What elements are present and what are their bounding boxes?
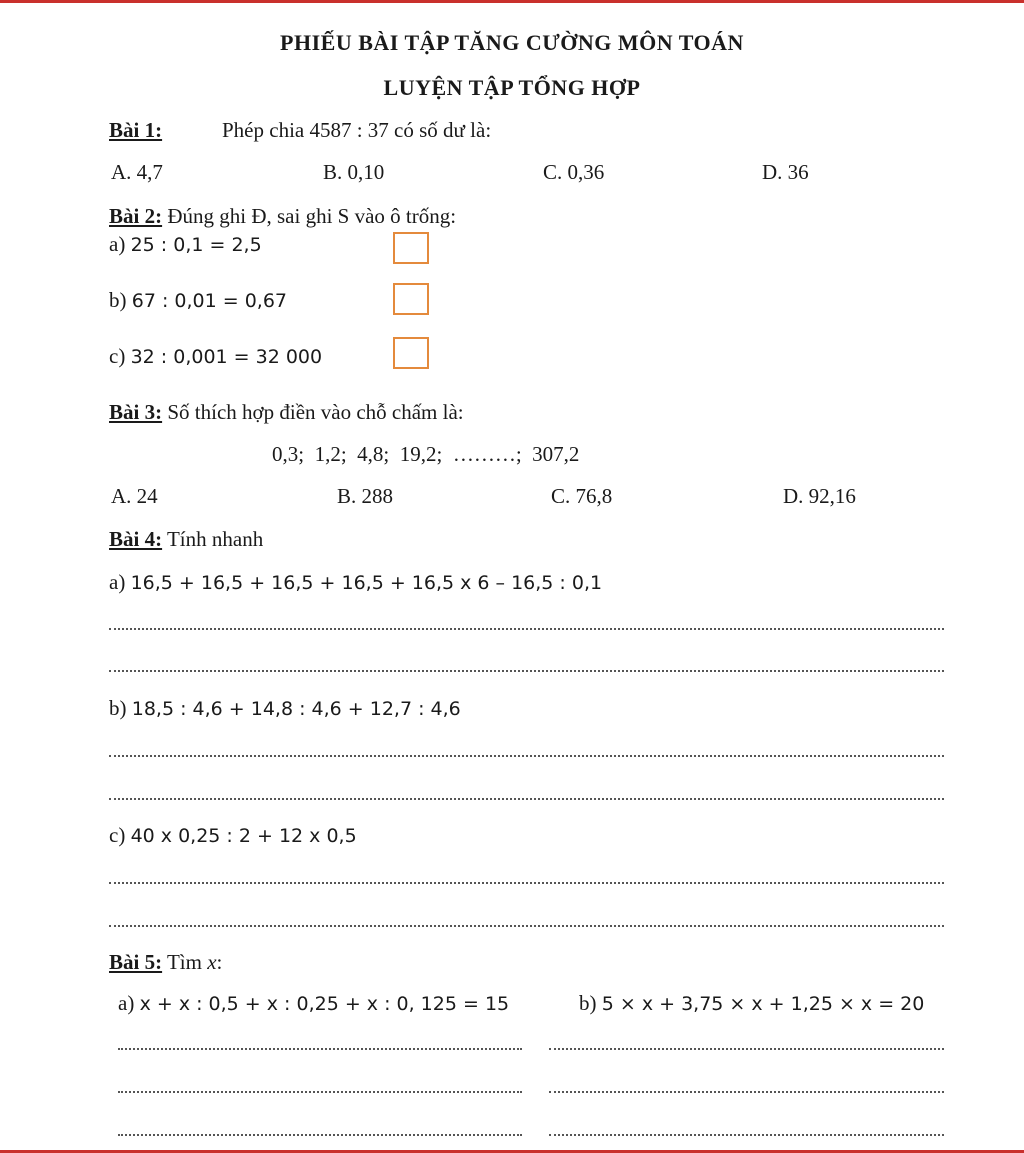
bai4-item-b-expr: 18,5 : 4,6 + 14,8 : 4,6 + 12,7 : 4,6 [131, 698, 461, 720]
bai3-option-d: D. 92,16 [783, 484, 856, 508]
bai2-item-a-prefix: a) [109, 232, 126, 256]
bai2-item-a-expr: 25 : 0,1 = 2,5 [130, 234, 262, 256]
bai3-label: Bài 3: [109, 400, 163, 424]
bai2-item-c-prefix: c) [109, 344, 126, 368]
bai5-question-prefix: Tìm [166, 950, 202, 974]
answer-line[interactable] [118, 1134, 522, 1136]
top-border [0, 0, 1024, 3]
bai4-item-c-prefix: c) [109, 823, 126, 847]
bai5-question-suffix: : [216, 950, 223, 974]
bai4-question: Tính nhanh [166, 527, 264, 551]
bai2-question: Đúng ghi Đ, sai ghi S vào ô trống: [167, 204, 457, 228]
bai5-item-b-prefix: b) [579, 991, 597, 1015]
bai4-item-b-prefix: b) [109, 696, 127, 720]
bai4-item-a-prefix: a) [109, 570, 126, 594]
answer-line[interactable] [109, 670, 944, 672]
bai1-option-a: A. 4,7 [111, 160, 163, 184]
bai3-option-a: A. 24 [111, 484, 158, 508]
bai3-question: Số thích hợp điền vào chỗ chấm là: [167, 400, 464, 424]
bai1-question: Phép chia 4587 : 37 có số dư là: [222, 118, 492, 142]
worksheet-title: PHIẾU BÀI TẬP TĂNG CƯỜNG MÔN TOÁN [280, 30, 744, 55]
bai2-item-b-prefix: b) [109, 288, 127, 312]
answer-line[interactable] [118, 1091, 522, 1093]
answer-line[interactable] [109, 798, 944, 800]
bai4-heading [109, 527, 263, 552]
bai2-item-b [109, 288, 287, 313]
bai4-item-c-expr: 40 x 0,25 : 2 + 12 x 0,5 [130, 825, 357, 847]
bai5-item-b [579, 991, 924, 1016]
bai3-option-c: C. 76,8 [551, 484, 613, 508]
answer-line[interactable] [109, 882, 944, 884]
bai3-heading [109, 400, 464, 425]
bai2-item-c-expr: 32 : 0,001 = 32 000 [130, 346, 323, 368]
answer-line[interactable] [549, 1091, 944, 1093]
answer-line[interactable] [109, 628, 944, 630]
bai1-option-b: B. 0,10 [323, 160, 385, 184]
bai1-heading [109, 118, 162, 143]
bai2-answer-box-b[interactable] [393, 283, 429, 315]
bai2-answer-box-a[interactable] [393, 232, 429, 264]
answer-line[interactable] [118, 1048, 522, 1050]
bai4-item-a [109, 570, 602, 595]
answer-line[interactable] [109, 755, 944, 757]
bai4-item-a-expr: 16,5 + 16,5 + 16,5 + 16,5 + 16,5 x 6 – 16,5 : 0,1 [130, 572, 603, 594]
bai5-label: Bài 5: [109, 950, 163, 974]
bai3-option-b: B. 288 [337, 484, 394, 508]
bai2-item-c [109, 344, 322, 369]
bai2-label: Bài 2: [109, 204, 163, 228]
bai2-answer-box-c[interactable] [393, 337, 429, 369]
bai5-item-a-expr: x + x : 0,5 + x : 0,25 + x : 0, 125 = 15 [139, 993, 510, 1015]
bai1-option-c: C. 0,36 [543, 160, 605, 184]
bai2-item-b-expr: 67 : 0,01 = 0,67 [131, 290, 288, 312]
bai5-item-b-expr: 5 × x + 3,75 × x + 1,25 × x = 20 [601, 993, 925, 1015]
bai4-label: Bài 4: [109, 527, 163, 551]
bai1-label: Bài 1: [109, 118, 163, 142]
bai5-item-a [118, 991, 509, 1016]
bai5-item-a-prefix: a) [118, 991, 135, 1015]
answer-line[interactable] [549, 1048, 944, 1050]
bai5-question-var: x [207, 950, 217, 974]
bai5-heading [109, 950, 222, 975]
bai2-item-a [109, 232, 262, 257]
bai4-item-c [109, 823, 357, 848]
answer-line[interactable] [109, 925, 944, 927]
bai1-option-d: D. 36 [762, 160, 809, 184]
bai3-sequence: 0,3; 1,2; 4,8; 19,2; ………; 307,2 [272, 442, 580, 466]
bai4-item-b [109, 696, 461, 721]
answer-line[interactable] [549, 1134, 944, 1136]
bai2-heading [109, 204, 456, 229]
worksheet-subtitle: LUYỆN TẬP TỔNG HỢP [383, 75, 641, 100]
